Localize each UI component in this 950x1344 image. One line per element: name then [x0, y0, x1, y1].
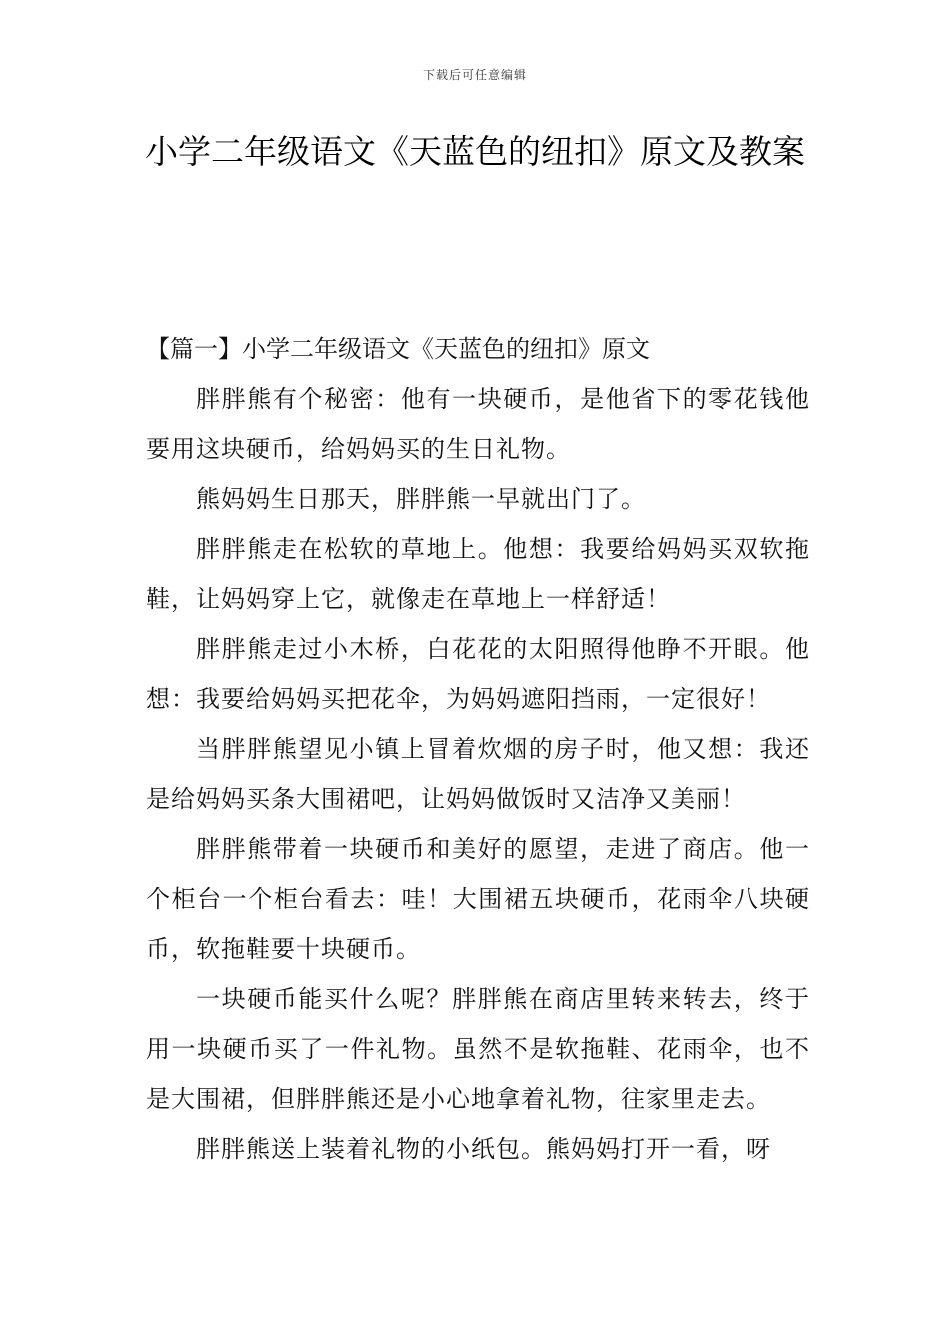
section-heading: 【篇一】小学二年级语文《天蓝色的纽扣》原文 — [146, 335, 650, 363]
paragraph: 胖胖熊有个秘密：他有一块硬币，是他省下的零花钱他要用这块硬币，给妈妈买的生日礼物。 — [146, 385, 810, 463]
paragraph: 熊妈妈生日那天，胖胖熊一早就出门了。 — [196, 485, 646, 513]
paragraph: 胖胖熊走在松软的草地上。他想：我要给妈妈买双软拖鞋，让妈妈穿上它，就像走在草地上一样舒适！ — [146, 535, 810, 613]
document-title: 小学二年级语文《天蓝色的纽扣》原文及教案 — [145, 132, 805, 171]
paragraph: 胖胖熊走过小木桥，白花花的太阳照得他睁不开眼。他想：我要给妈妈买把花伞，为妈妈遮阳挡雨，一定很好！ — [146, 635, 810, 713]
header-note: 下载后可任意编辑 — [422, 68, 527, 82]
paragraph: 一块硬币能买什么呢？胖胖熊在商店里转来转去，终于用一块硬币买了一件礼物。虽然不是软拖鞋、花雨伞，也不是大围裙，但胖胖熊还是小心地拿着礼物，往家里走去。 — [146, 985, 810, 1113]
document-body — [146, 324, 810, 1174]
paragraph: 当胖胖熊望见小镇上冒着炊烟的房子时，他又想：我还是给妈妈买条大围裙吧，让妈妈做饭时又洁净又美丽！ — [146, 735, 810, 813]
paragraph: 胖胖熊带着一块硬币和美好的愿望，走进了商店。他一个柜台一个柜台看去：哇！大围裙五块硬币，花雨伞八块硬币，软拖鞋要十块硬币。 — [146, 835, 810, 963]
paragraph: 胖胖熊送上装着礼物的小纸包。熊妈妈打开一看，呀 — [196, 1135, 771, 1163]
